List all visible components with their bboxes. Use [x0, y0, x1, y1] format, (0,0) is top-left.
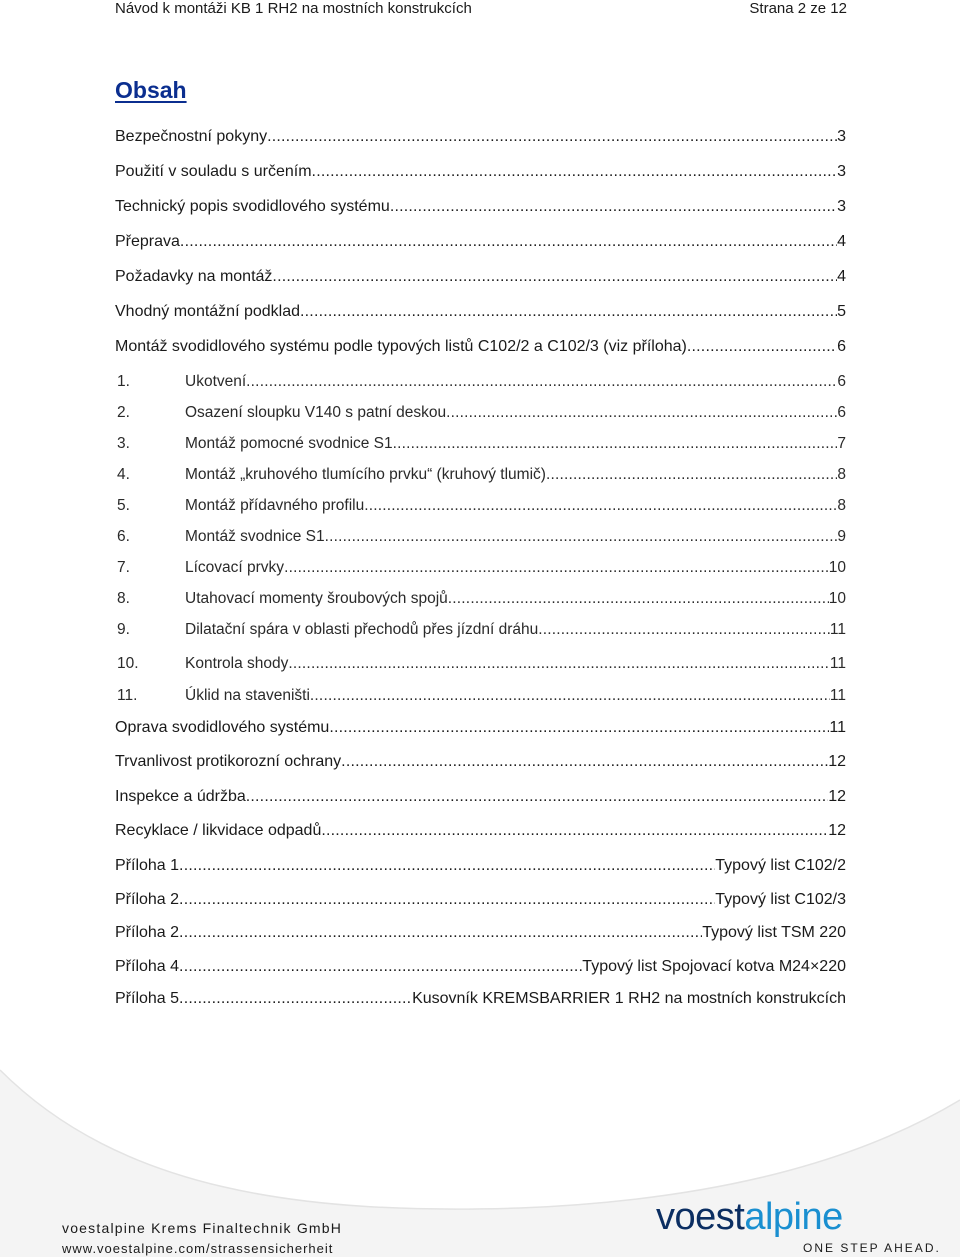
toc-appendix[interactable]: Příloha 5 ..... Kusovník KREMSBARRIER 1 RH2 na mostních konstrukcích [115, 990, 846, 1012]
toc-subentry[interactable]: 7. Lícovací prvky ..... 10 [115, 559, 846, 581]
toc-entry[interactable]: Oprava svodidlového systému ..... 11 [115, 719, 846, 741]
toc-entry[interactable]: Bezpečnostní pokyny ..... 3 [115, 128, 846, 150]
footer-company-name: voestalpine Krems Finaltechnik GmbH [62, 1220, 343, 1236]
toc-appendix[interactable]: Příloha 2 ..... Typový list C102/3 [115, 891, 846, 913]
toc-subentry[interactable]: 9. Dilatační spára v oblasti přechodů přes jízdní dráhu ..... 11 [115, 621, 846, 643]
toc-entry[interactable]: Přeprava ..... 4 [115, 233, 846, 255]
toc-entry[interactable]: Použití v souladu s určením ..... 3 [115, 163, 846, 185]
toc-entry[interactable]: Technický popis svodidlového systému ..... 3 [115, 198, 846, 220]
toc-subentry[interactable]: 10. Kontrola shody ..... 11 [115, 655, 846, 677]
document-title: Návod k montáži KB 1 RH2 na mostních konstrukcích [115, 0, 472, 17]
toc-entry[interactable]: Inspekce a údržba ..... 12 [115, 788, 846, 810]
footer-website-link[interactable]: www.voestalpine.com/strassensicherheit [62, 1241, 334, 1256]
toc-entry[interactable]: Vhodný montážní podklad ..... 5 [115, 303, 846, 325]
page-header [0, 0, 960, 22]
toc-subentry[interactable]: 3. Montáž pomocné svodnice S1 ..... 7 [115, 435, 846, 457]
toc-subentry[interactable]: 4. Montáž „kruhového tlumícího prvku“ (kruhový tlumič) ..... 8 [115, 466, 846, 488]
toc-subentry[interactable]: 8. Utahovací momenty šroubových spojů ..... 10 [115, 590, 846, 612]
toc-appendix[interactable]: Příloha 4 ..... Typový list Spojovací kotva M24×220 [115, 958, 846, 980]
toc-appendix[interactable]: Příloha 2 ..... Typový list TSM 220 [115, 924, 846, 946]
page-number: Strana 2 ze 12 [749, 0, 847, 17]
voestalpine-logo: voestalpine [656, 1196, 843, 1238]
logo-tagline: ONE STEP AHEAD. [803, 1241, 941, 1255]
toc-entry[interactable]: Recyklace / likvidace odpadů ..... 12 [115, 822, 846, 844]
toc-subentry[interactable]: 1. Ukotvení ..... 6 [115, 373, 846, 395]
toc-subentry[interactable]: 6. Montáž svodnice S1 ..... 9 [115, 528, 846, 550]
toc-entry[interactable]: Montáž svodidlového systému podle typových listů C102/2 a C102/3 (viz příloha) ..... 6 [115, 338, 846, 360]
toc-entry[interactable]: Požadavky na montáž ..... 4 [115, 268, 846, 290]
toc-subentry[interactable]: 11. Úklid na staveništi ..... 11 [115, 687, 846, 709]
toc-heading: Obsah [115, 77, 187, 103]
toc-subentry[interactable]: 5. Montáž přídavného profilu ..... 8 [115, 497, 846, 519]
toc-appendix[interactable]: Příloha 1 ..... Typový list C102/2 [115, 857, 846, 879]
toc-entry[interactable]: Trvanlivost protikorozní ochrany ..... 12 [115, 753, 846, 775]
toc-subentry[interactable]: 2. Osazení sloupku V140 s patní deskou ..... 6 [115, 404, 846, 426]
